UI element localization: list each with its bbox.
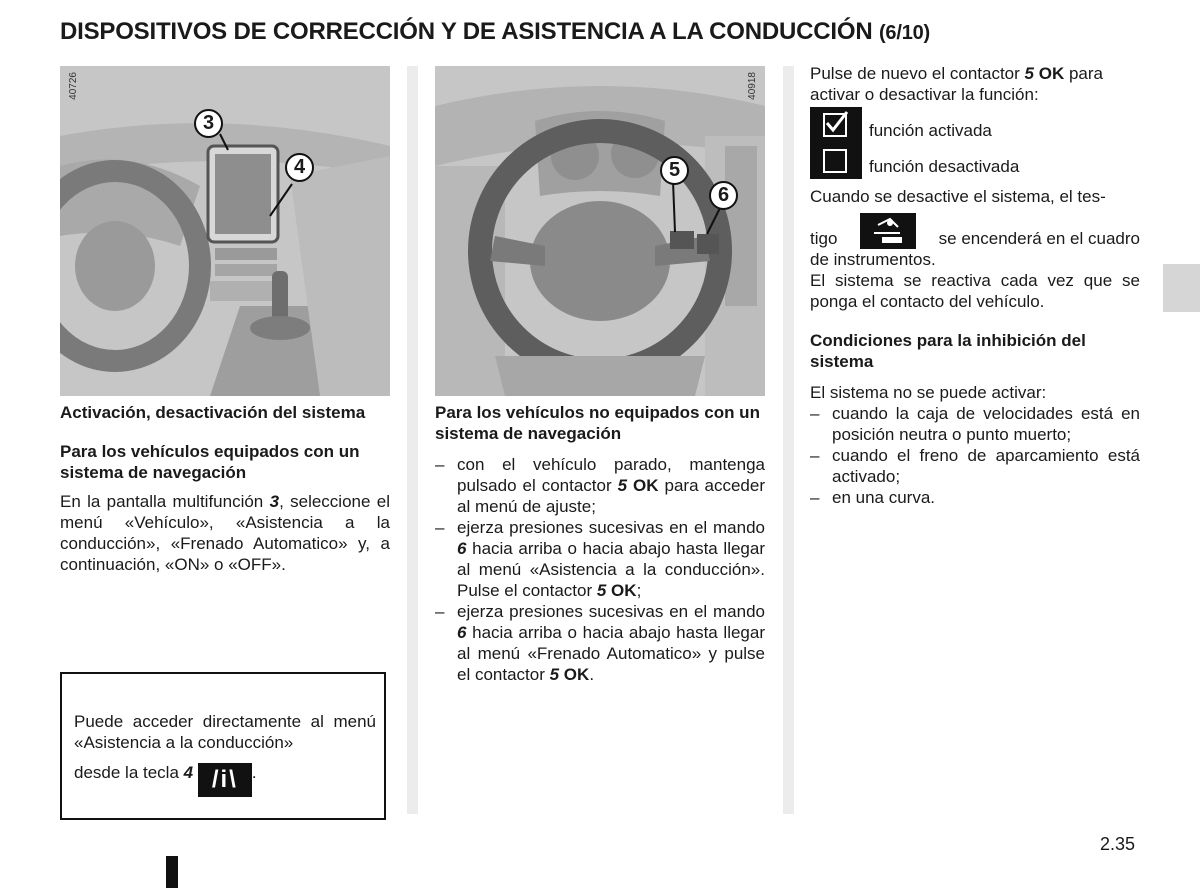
non-nav-steps <box>435 454 765 685</box>
steering-wheel-illustration <box>435 66 765 396</box>
empty-box-icon <box>810 143 862 179</box>
page-title <box>60 18 930 46</box>
note-key-line: desde la tecla 4 /i\ . <box>74 762 257 797</box>
reactivate-text: El sistema se reactiva cada vez que se ponga el contacto del vehículo. <box>810 271 1140 311</box>
list-item: – en una curva. <box>810 487 1140 508</box>
non-nav-heading: Para los vehículos no equipados con un sistema de navegación <box>435 403 760 443</box>
column-divider-left <box>407 66 418 814</box>
callout-5: 5 <box>660 156 689 185</box>
list-item: – con el vehículo parado, mantenga pulsado el contactor 5 OK para acceder al menú de ajuste; <box>435 454 765 517</box>
list-item: – cuando la caja de velocidades está en posición neutra o punto muerto; <box>810 403 1140 445</box>
note-box <box>60 672 386 820</box>
collision-warning-light-icon <box>860 213 916 249</box>
steering-wheel-drawing <box>435 66 765 396</box>
middle-column-text <box>435 402 765 685</box>
warning-text: Cuando se desactive el sistema, el tes- tigo se encenderá en el cuadro de instrumentos. El sistema se reactiva cada vez que se ponga el contacto del vehículo. Condiciones para la inhibición del sistema El sistema no se puede activar: – cuando la caja de velocidades está en posición neutra o punto muerto; – cuando el freno de aparcamiento está activado; – en una curva. <box>810 186 1140 508</box>
inhibition-heading: Condiciones para la inhibición del sistema <box>810 331 1086 371</box>
inhibition-conditions <box>810 403 1140 508</box>
right-column-text <box>810 63 1140 105</box>
title-text: DISPOSITIVOS DE CORRECCIÓN Y DE ASISTENCIA A LA CONDUCCIÓN <box>60 18 873 45</box>
bottom-marker <box>166 856 178 888</box>
chapter-tab <box>1163 264 1200 312</box>
status-inactive-label: función desactivada <box>869 157 1020 176</box>
figure-ref-left: 40726 <box>68 72 79 100</box>
checked-box-icon <box>810 107 862 143</box>
driving-assist-key-icon: /i\ <box>198 763 252 797</box>
dashboard-illustration <box>60 66 390 396</box>
note-text: Puede acceder directamente al menú «Asistencia a la conducción» <box>74 712 376 752</box>
column-divider-right <box>783 66 794 814</box>
nav-equipped-paragraph: En la pantalla multifunción 3, seleccione el menú «Vehículo», «Asistencia a la conducción», «Frenado Automatico» y, a continuación, «ON» o «OFF». <box>60 492 390 574</box>
figure-ref-middle: 40918 <box>747 72 758 100</box>
list-item: – cuando el freno de aparcamiento está activado; <box>810 445 1140 487</box>
nav-equipped-heading: Para los vehículos equipados con un sistema de navegación <box>60 442 360 482</box>
title-page-part: (6/10) <box>878 22 931 44</box>
toggle-intro: Pulse de nuevo el contactor 5 OK para activar o desactivar la función: <box>810 64 1103 104</box>
list-item: – ejerza presiones sucesivas en el mando 6 hacia arriba o hacia abajo hasta llegar al menú «Asistencia a la conducción». Pulse el contactor 5 OK; <box>435 517 765 601</box>
callout-3: 3 <box>194 109 223 138</box>
page-number: 2.35 <box>1100 834 1136 854</box>
list-item: – ejerza presiones sucesivas en el mando 6 hacia arriba o hacia abajo hasta llegar al menú «Frenado Automatico» y pulse el contactor 5 OK. <box>435 601 765 685</box>
callout-4: 4 <box>285 153 314 182</box>
activation-heading: Activación, desactivación del sistema <box>60 403 366 422</box>
inhibition-lead: El sistema no se puede activar: <box>810 383 1047 402</box>
dashboard-drawing <box>60 66 390 396</box>
callout-6: 6 <box>709 181 738 210</box>
left-column-text <box>60 402 390 575</box>
status-active-label: función activada <box>869 121 992 140</box>
